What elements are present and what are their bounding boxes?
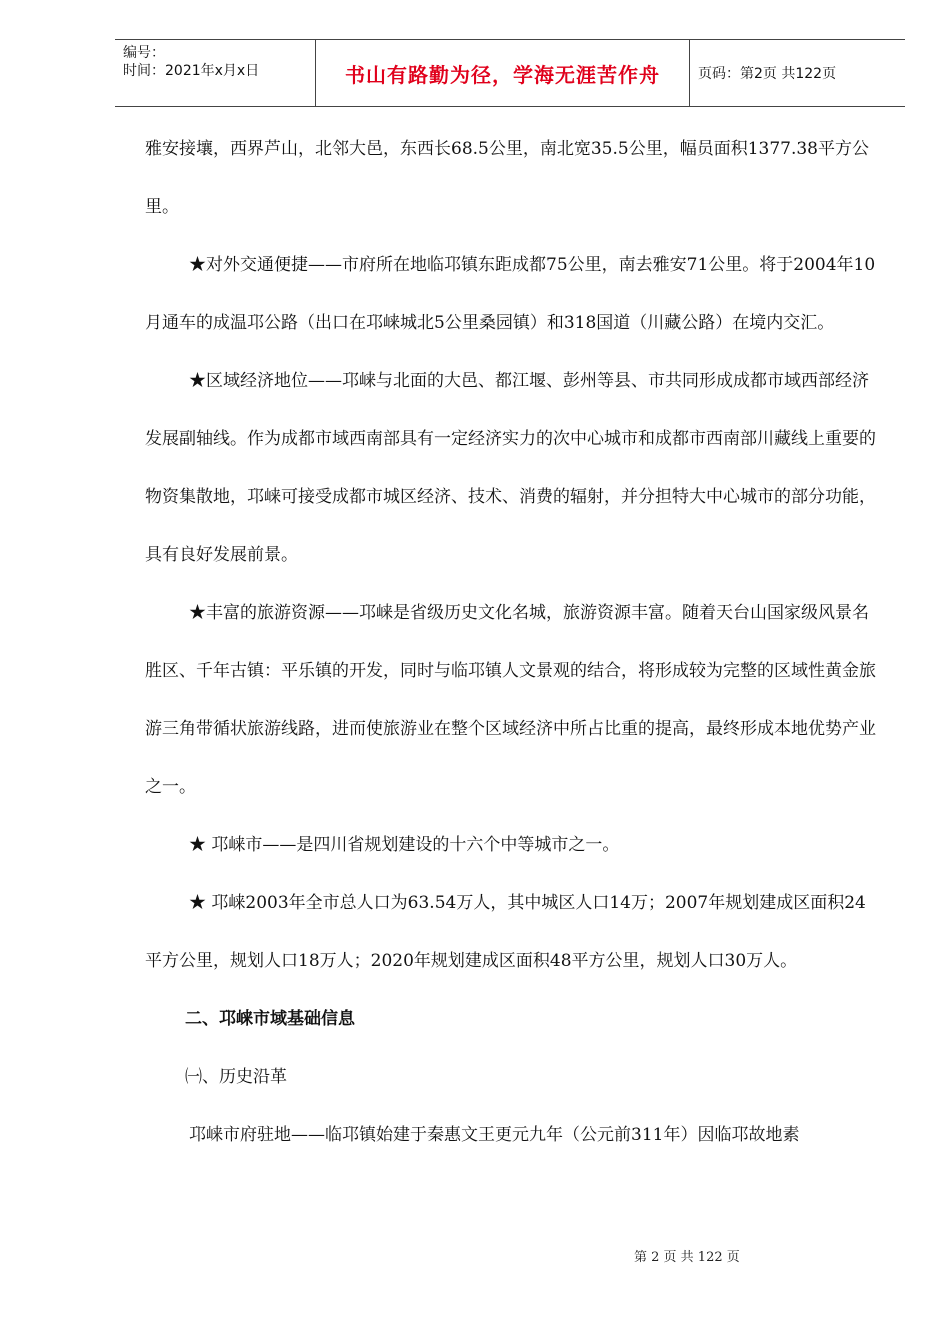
paragraph-transport: ★对外交通便捷——市府所在地临邛镇东距成都75公里，南去雅安71公里。将于2004年10月通车的成温邛公路（出口在邛崃城北5公里桑园镇）和318国道（川藏公路）在境内交汇。 [145,255,876,333]
document-number-label: 编号： [123,45,165,61]
paragraph-city-status: ★ 邛崃市——是四川省规划建设的十六个中等城市之一。 [189,835,620,855]
section-heading: 二、邛崃市域基础信息 [185,1009,355,1029]
subsection-heading: ㈠、历史沿革 [185,1067,287,1087]
document-body [145,120,880,1164]
header-meta [115,40,316,106]
page-footer: 第 2 页 共 122 页 [634,1250,740,1265]
page-header [115,39,905,107]
paragraph-economy: ★区域经济地位——邛崃与北面的大邑、都江堰、彭州等县、市共同形成成都市域西部经济发展副轴线。作为成都市域西南部具有一定经济实力的次中心城市和成都市西南部川藏线上重要的物资集散地，邛崃可接受成都市城区经济、技术、消费的辐射，并分担特大中心城市的部分功能，具有良好发展前景。 [145,371,876,565]
header-page-number: 页码：第2页 共122页 [698,66,837,82]
paragraph-history: 邛崃市府驻地——临邛镇始建于秦惠文王更元九年（公元前311年）因临邛故地素 [189,1125,800,1145]
header-motto: 书山有路勤为径，学海无涯苦作舟 [316,40,690,106]
document-time-label: 时间：2021年x月x日 [123,63,260,79]
paragraph-tourism: ★丰富的旅游资源——邛崃是省级历史文化名城，旅游资源丰富。随着天台山国家级风景名胜区、千年古镇：平乐镇的开发，同时与临邛镇人文景观的结合，将形成较为完整的区域性黄金旅游三角带循状旅游线路，进而使旅游业在整个区域经济中所占比重的提高，最终形成本地优势产业之一。 [145,603,876,797]
paragraph-population: ★ 邛崃2003年全市总人口为63.54万人，其中城区人口14万；2007年规划建成区面积24平方公里，规划人口18万人；2020年规划建成区面积48平方公里，规划人口30万人。 [145,893,866,971]
paragraph-area: 雅安接壤，西界芦山，北邻大邑，东西长68.5公里，南北宽35.5公里，幅员面积1377.38平方公里。 [145,139,870,217]
